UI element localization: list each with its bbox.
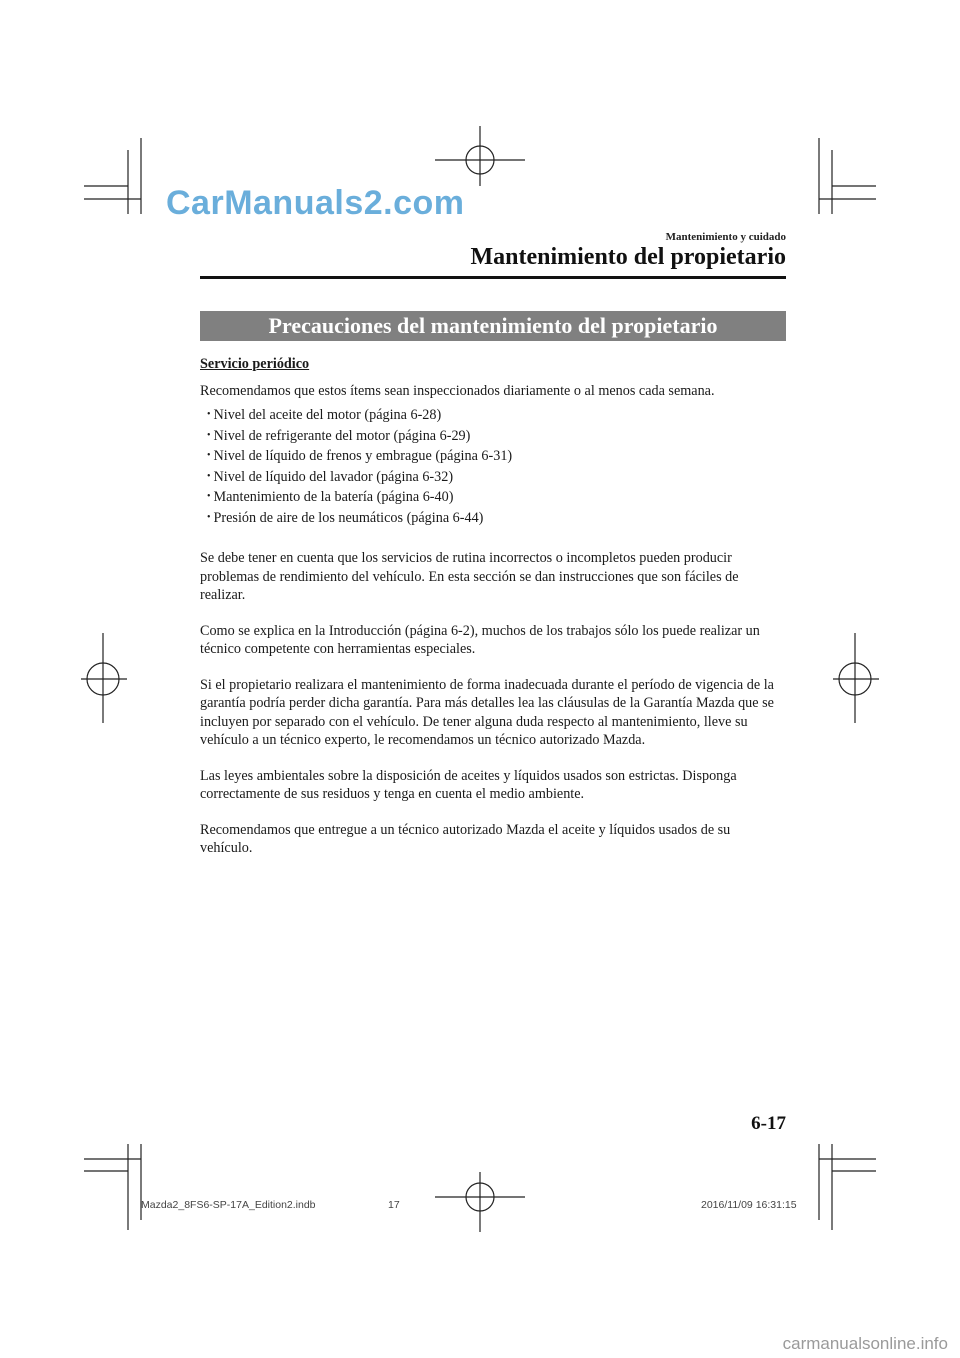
check-list [200,406,786,529]
paragraph: Se debe tener en cuenta que los servicios de rutina incorrectos o incompletos pueden producir problemas de rendimiento del vehículo. En esta sección se dan instrucciones que son fáciles de realizar. [200,550,739,603]
bullet-icon: • [207,491,211,502]
footer-page: 17 [388,1199,400,1211]
list-item: • Nivel de líquido del lavador (página 6-32) [207,468,454,485]
bullet-icon: • [207,409,211,420]
subheading: Servicio periódico [200,356,310,372]
footer-filename: Mazda2_8FS6-SP-17A_Edition2.indb [141,1199,316,1211]
footer-timestamp: 2016/11/09 16:31:15 [701,1199,797,1211]
header-rule [200,276,786,279]
bullet-icon: • [207,429,211,441]
paragraph: Las leyes ambientales sobre la disposición de aceites y líquidos usados son estrictas. Disponga correctamente de sus residuos y tenga en cuenta el medio ambiente. [200,767,737,802]
paragraph: Si el propietario realizara el mantenimiento de forma inadecuada durante el período de vigencia de la garantía podría perder dicha garantía. Para más detalles lea las cláusulas de la Garantía Mazda que se incluyen por separado con el vehículo. De tener alguna duda respecto al mantenimiento, lleve su vehículo a un técnico experto, le recomendamos un técnico autorizado Mazda. [200,676,774,748]
list-item: • Presión de aire de los neumáticos (página 6-44) [207,509,484,526]
watermark-footer: carmanualsonline.info [782,1334,948,1353]
content [200,355,786,875]
section-title: Mantenimiento del propietario [470,244,786,270]
list-item: • Nivel del aceite del motor (página 6-28) [207,407,442,423]
paragraph: Recomendamos que entregue a un técnico autorizado Mazda el aceite y líquidos usados de su vehículo. [200,821,731,856]
heading-bar: Precauciones del mantenimiento del propietario [200,311,786,341]
page-number: 6-17 [751,1113,786,1134]
bullet-icon: • [207,450,211,461]
intro-paragraph: Recomendamos que estos ítems sean inspeccionados diariamente o al menos cada semana. [200,382,715,399]
list-item: • Nivel de refrigerante del motor (página 6-29) [207,427,471,444]
paragraph: Como se explica en la Introducción (página 6-2), muchos de los trabajos sólo los puede realizar un técnico competente con herramientas especiales. [200,622,760,657]
watermark-logo: CarManuals2.com [166,184,465,222]
chapter-label: Mantenimiento y cuidado [665,231,786,243]
list-item: • Nivel de líquido de frenos y embrague (página 6-31) [207,448,513,464]
bullet-icon: • [207,511,211,523]
bullet-icon: • [207,470,211,482]
list-item: • Mantenimiento de la batería (página 6-40) [207,489,454,505]
